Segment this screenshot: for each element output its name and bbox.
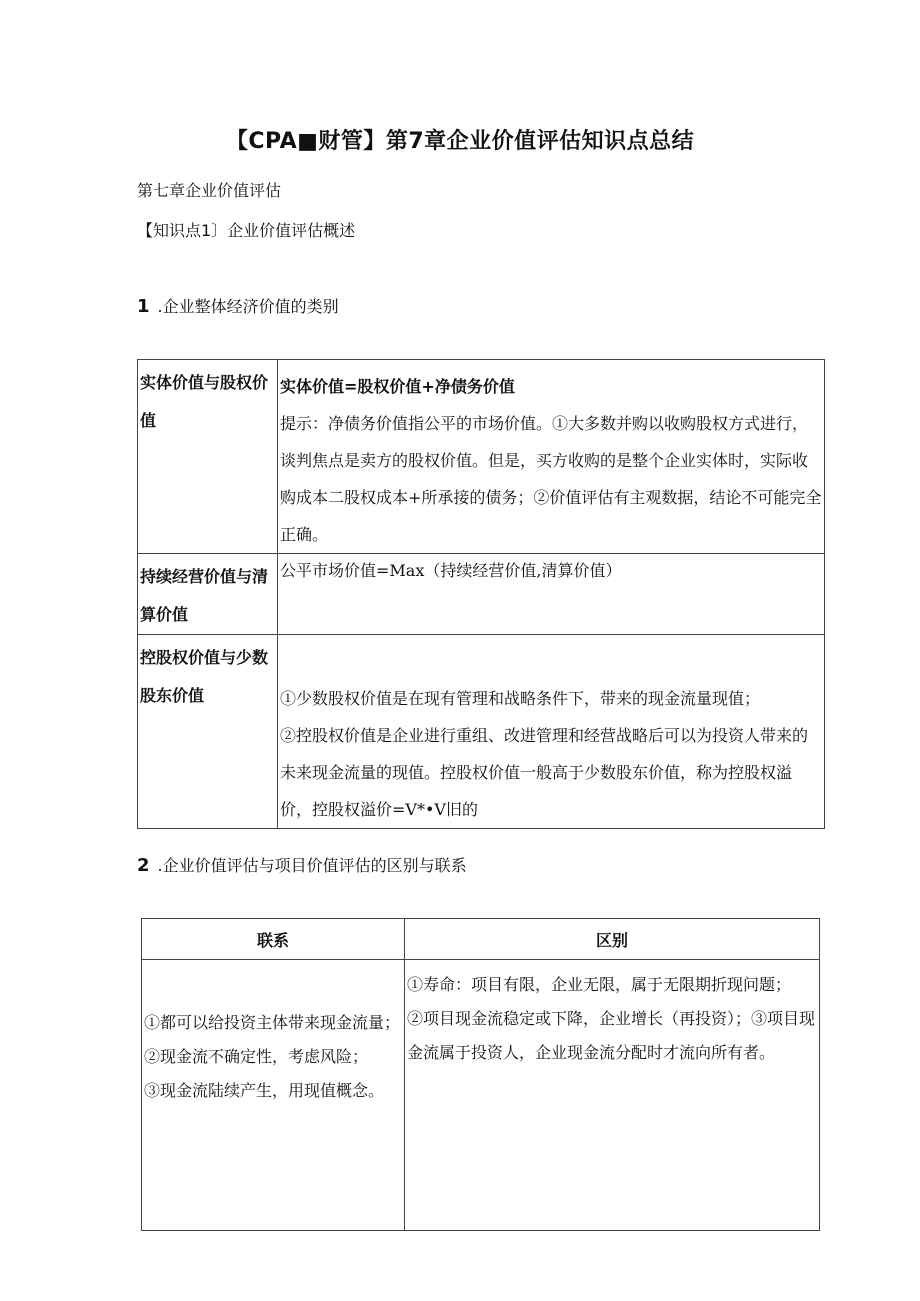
row-label: 实体价值与股权价值 [138, 360, 278, 554]
header-connection: 联系 [142, 919, 405, 960]
list-item: ①都可以给投资主体带来现金流量； [144, 1013, 401, 1032]
list-item: ②项目现金流稳定或下降，企业增长（再投资）；③项目现金流属于投资人，企业现金流分配时才流向所有者。 [407, 1009, 816, 1062]
row-content [278, 635, 825, 829]
difference-cell [405, 960, 820, 1231]
table-row [138, 360, 825, 554]
header-difference: 区别 [405, 919, 820, 960]
page-title: 【CPA■财管】第7章企业价值评估知识点总结 [225, 129, 695, 154]
list-item: ③现金流陆续产生，用现值概念。 [144, 1081, 385, 1100]
table-row [138, 635, 825, 829]
row-content [278, 554, 825, 635]
chapter-heading: 第七章企业价值评估 [137, 181, 282, 200]
section-2-number: 2 [137, 855, 150, 876]
content-line: ②控股权价值是企业进行重组、改进管理和经营战略后可以为投资人带来的未来现金流量的现值。控股权价值一般高于少数股东价值，称为控股权溢价，控股权溢价=V*•V旧的 [280, 726, 809, 819]
table-header-row [142, 919, 820, 960]
content-line: ①少数股权价值是在现有管理和战略条件下，带来的现金流量现值； [280, 689, 761, 708]
row-label: 控股权价值与少数股东价值 [138, 635, 278, 829]
row-label: 持续经营价值与清算价值 [138, 554, 278, 635]
knowledge-point-heading: 【知识点1〕企业价值评估概述 [137, 221, 356, 240]
section-2-title: .企业价值评估与项目价值评估的区别与联系 [157, 856, 467, 875]
table-row [142, 960, 820, 1231]
section-1-title: .企业整体经济价值的类别 [157, 297, 339, 316]
connection-cell [142, 960, 405, 1231]
formula-line: 实体价值=股权价值+净债务价值 [280, 377, 515, 396]
value-types-table [137, 359, 825, 829]
section-2-heading [137, 853, 467, 876]
section-1-heading [137, 294, 339, 317]
table-row [138, 554, 825, 635]
note-paragraph: 提示：净债务价值指公平的市场价值。①大多数并购以收购股权方式进行，谈判焦点是卖方的股权价值。但是，买方收购的是整个企业实体时，实际收购成本二股权成本+所承接的债务；②价值评估有主观数据，结论不可能完全正确。 [280, 414, 822, 544]
section-1-number: 1 [137, 296, 150, 317]
formula-line: 公平市场价值=Max（持续经营价值,清算价值） [280, 561, 622, 580]
row-content [278, 360, 825, 554]
list-item: ②现金流不确定性，考虑风险； [144, 1047, 369, 1066]
list-item: ①寿命：项目有限，企业无限，属于无限期折现问题； [407, 975, 792, 994]
comparison-table [141, 918, 820, 1231]
